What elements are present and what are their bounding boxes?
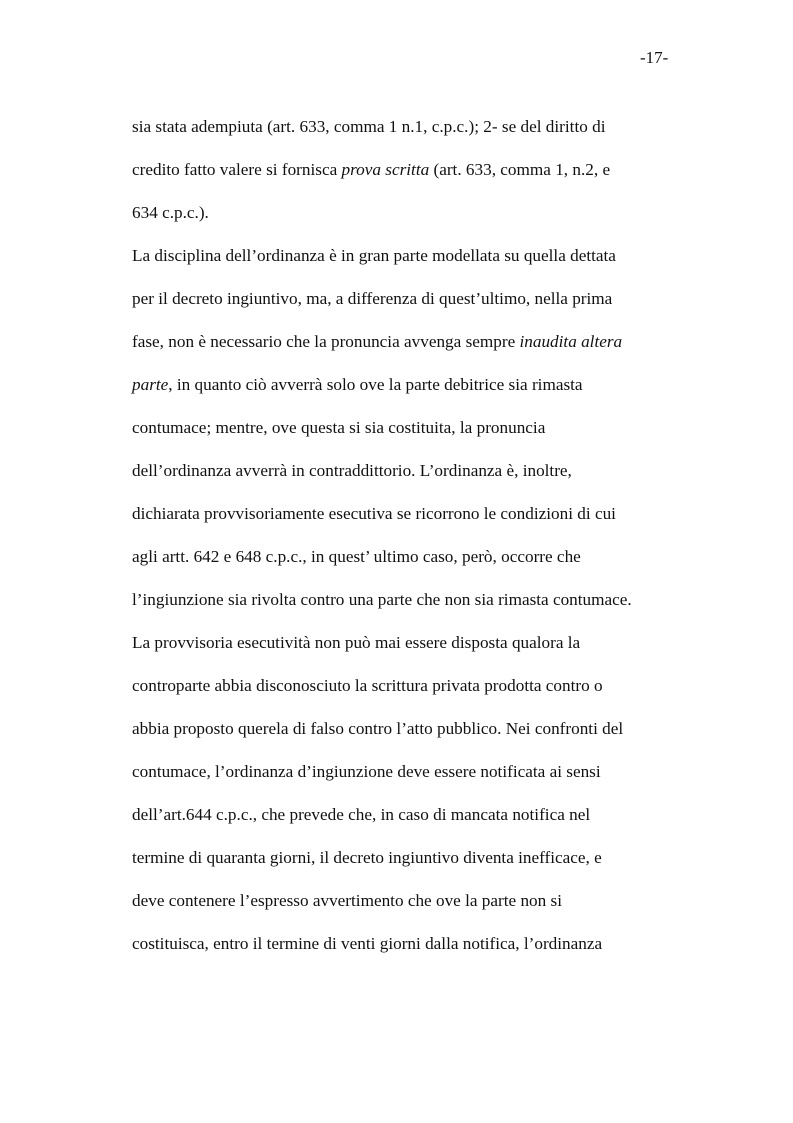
text-line: sia stata adempiuta (art. 633, comma 1 n.1, c.p.c.); 2- se del diritto di: [132, 117, 606, 136]
text-line: costituisca, entro il termine di venti giorni dalla notifica, l’ordinanza: [132, 934, 603, 953]
page-number: -17-: [640, 48, 669, 67]
text-line: parte, in quanto ciò avverrà solo ove la parte debitrice sia rimasta: [132, 375, 583, 394]
text-line: per il decreto ingiuntivo, ma, a differenza di quest’ultimo, nella prima: [132, 289, 613, 308]
text-line: agli artt. 642 e 648 c.p.c., in quest’ ultimo caso, però, occorre che: [132, 547, 581, 566]
text-line: contumace, l’ordinanza d’ingiunzione deve essere notificata ai sensi: [132, 762, 601, 781]
text-line: fase, non è necessario che la pronuncia avvenga sempre inaudita altera: [132, 332, 623, 351]
text-line: La provvisoria esecutività non può mai essere disposta qualora la: [132, 633, 581, 652]
text-line: dell’art.644 c.p.c., che prevede che, in caso di mancata notifica nel: [132, 805, 591, 824]
body-text: [132, 113, 692, 973]
text-line: dell’ordinanza avverrà in contraddittorio. L’ordinanza è, inoltre,: [132, 461, 572, 480]
text-line: controparte abbia disconosciuto la scrittura privata prodotta contro o: [132, 676, 603, 695]
text-line: l’ingiunzione sia rivolta contro una parte che non sia rimasta contumace.: [132, 590, 632, 609]
text-line: dichiarata provvisoriamente esecutiva se ricorrono le condizioni di cui: [132, 504, 616, 523]
text-line: 634 c.p.c.).: [132, 203, 209, 222]
text-line: credito fatto valere si fornisca prova scritta (art. 633, comma 1, n.2, e: [132, 160, 611, 179]
text-line: termine di quaranta giorni, il decreto ingiuntivo diventa inefficace, e: [132, 848, 602, 867]
italic-phrase: parte: [132, 375, 169, 394]
text-line: contumace; mentre, ove questa si sia costituita, la pronuncia: [132, 418, 546, 437]
text-line: La disciplina dell’ordinanza è in gran parte modellata su quella dettata: [132, 246, 616, 265]
text-line: abbia proposto querela di falso contro l’atto pubblico. Nei confronti del: [132, 719, 624, 738]
italic-phrase: inaudita altera: [519, 332, 623, 351]
text-line: deve contenere l’espresso avvertimento che ove la parte non si: [132, 891, 562, 910]
italic-phrase: prova scritta: [341, 160, 430, 179]
